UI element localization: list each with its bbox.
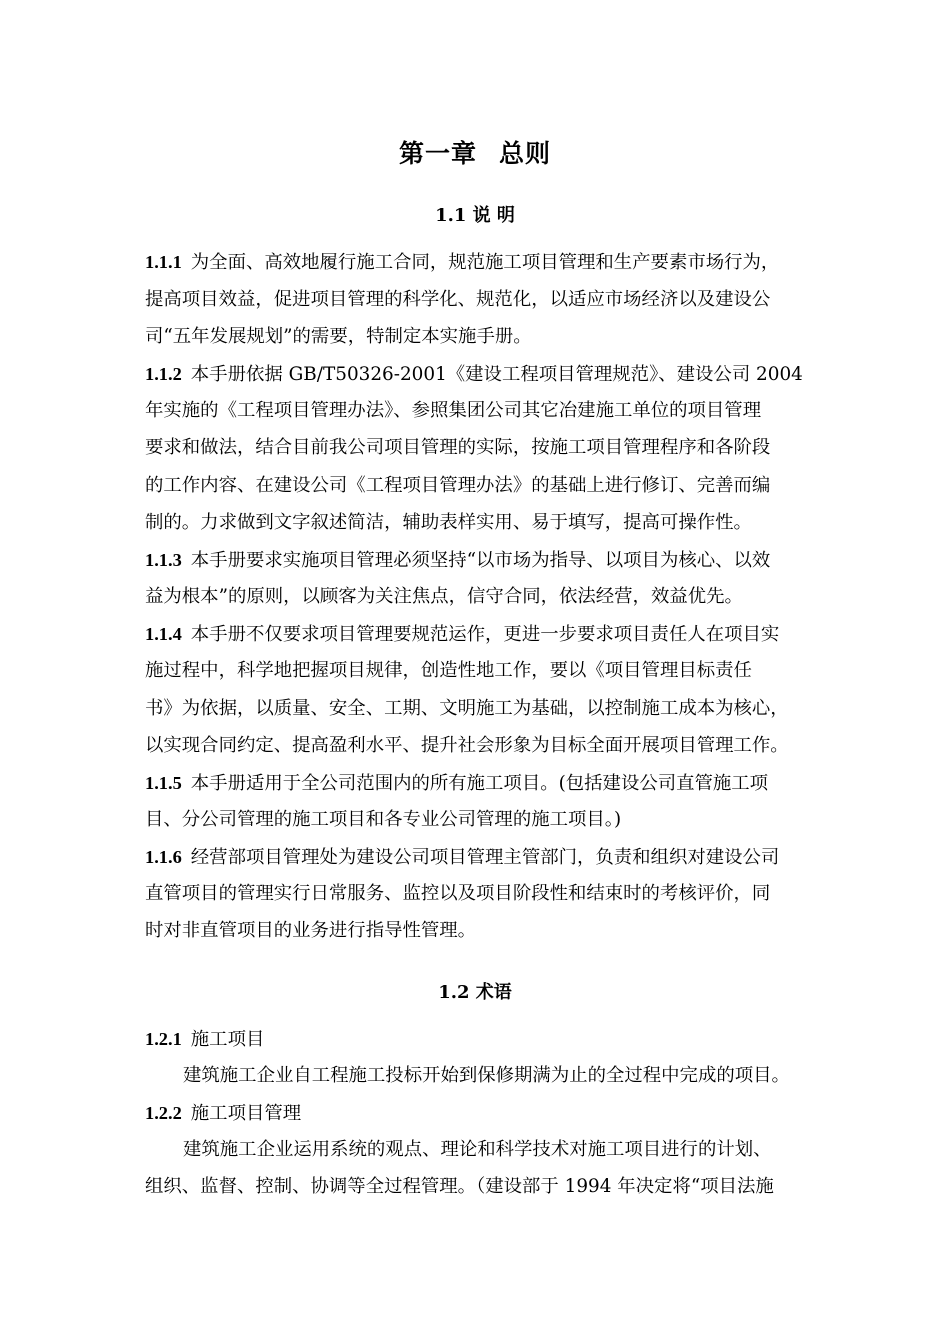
paragraph-text: 本手册适用于全公司范围内的所有施工项目。(包括建设公司直管施工项 — [190, 773, 769, 794]
clause-number: 1.1.3 — [145, 550, 182, 570]
section-title-1-1: 1.1 说 明 — [435, 205, 515, 226]
paragraph-line: 司“五年发展规划”的需要，特制定本实施手册。 — [145, 326, 532, 347]
paragraph-text: 本手册要求实施项目管理必须坚持“以市场为指导、以项目为核心、以效 — [190, 550, 771, 571]
term-definition-line: 组织、监督、控制、协调等全过程管理。（建设部于 1994 年决定将“项目法施 — [145, 1176, 774, 1197]
clause-number: 1.1.2 — [145, 364, 182, 384]
paragraph-line — [145, 771, 768, 796]
paragraph-line: 要求和做法，结合目前我公司项目管理的实际，按施工项目管理程序和各阶段 — [145, 437, 771, 458]
clause-number: 1.1.1 — [145, 252, 182, 272]
term-definition-line: 建筑施工企业运用系统的观点、理论和科学技术对施工项目进行的计划、 — [183, 1139, 772, 1160]
paragraph-line — [145, 622, 779, 647]
paragraph-text: 本手册不仅要求项目管理要规范运作，更进一步要求项目责任人在项目实 — [190, 624, 780, 645]
term-definition-line: 建筑施工企业自工程施工投标开始到保修期满为止的全过程中完成的项目。 — [183, 1065, 790, 1086]
chapter-title — [0, 134, 950, 170]
clause-number: 1.2.2 — [145, 1103, 182, 1123]
paragraph-line — [145, 845, 779, 870]
paragraph-line: 目、分公司管理的施工项目和各专业公司管理的施工项目。) — [145, 809, 622, 830]
clause-number: 1.2.1 — [145, 1029, 182, 1049]
paragraph-line: 年实施的《工程项目管理办法》、参照集团公司其它冶建施工单位的项目管理 — [145, 400, 762, 421]
paragraph-line: 的工作内容、在建设公司《工程项目管理办法》的基础上进行修订、完善而编 — [145, 475, 771, 496]
paragraph-text: 为全面、高效地履行施工合同，规范施工项目管理和生产要素市场行为， — [190, 252, 780, 273]
paragraph-line — [145, 362, 803, 387]
paragraph-line: 施过程中，科学地把握项目规律，创造性地工作，要以《项目管理目标责任 — [145, 660, 752, 681]
paragraph-text: 经营部项目管理处为建设公司项目管理主管部门，负责和组织对建设公司 — [190, 847, 780, 868]
paragraph-line: 时对非直管项目的业务进行指导性管理。 — [145, 920, 477, 941]
paragraph-line: 以实现合同约定、提高盈利水平、提升社会形象为目标全面开展项目管理工作。 — [145, 735, 789, 756]
term-name: 施工项目管理 — [190, 1103, 302, 1124]
paragraph-line — [145, 250, 779, 275]
term-heading — [145, 1027, 264, 1052]
paragraph-line: 直管项目的管理实行日常服务、监控以及项目阶段性和结束时的考核评价，同 — [145, 883, 771, 904]
section-title-1-2: 1.2 术语 — [438, 982, 512, 1003]
clause-number: 1.1.5 — [145, 773, 182, 793]
chapter-title-text: 总则 — [499, 139, 552, 168]
paragraph-line — [145, 548, 770, 573]
paragraph-text: 本手册依据 GB/T50326-2001《建设工程项目管理规范》、建设公司 2004 — [190, 364, 803, 385]
term-heading — [145, 1101, 301, 1126]
paragraph-line: 制的。力求做到文字叙述简洁，辅助表样实用、易于填写，提高可操作性。 — [145, 512, 752, 533]
clause-number: 1.1.6 — [145, 847, 182, 867]
paragraph-line: 书》为依据，以质量、安全、工期、文明施工为基础，以控制施工成本为核心， — [145, 698, 789, 719]
clause-number: 1.1.4 — [145, 624, 182, 644]
term-name: 施工项目 — [190, 1029, 265, 1050]
chapter-title-number: 第一章 — [398, 139, 477, 168]
paragraph-line: 益为根本”的原则，以顾客为关注焦点，信守合同，依法经营，效益优先。 — [145, 586, 743, 607]
paragraph-line: 提高项目效益，促进项目管理的科学化、规范化，以适应市场经济以及建设公 — [145, 289, 771, 310]
